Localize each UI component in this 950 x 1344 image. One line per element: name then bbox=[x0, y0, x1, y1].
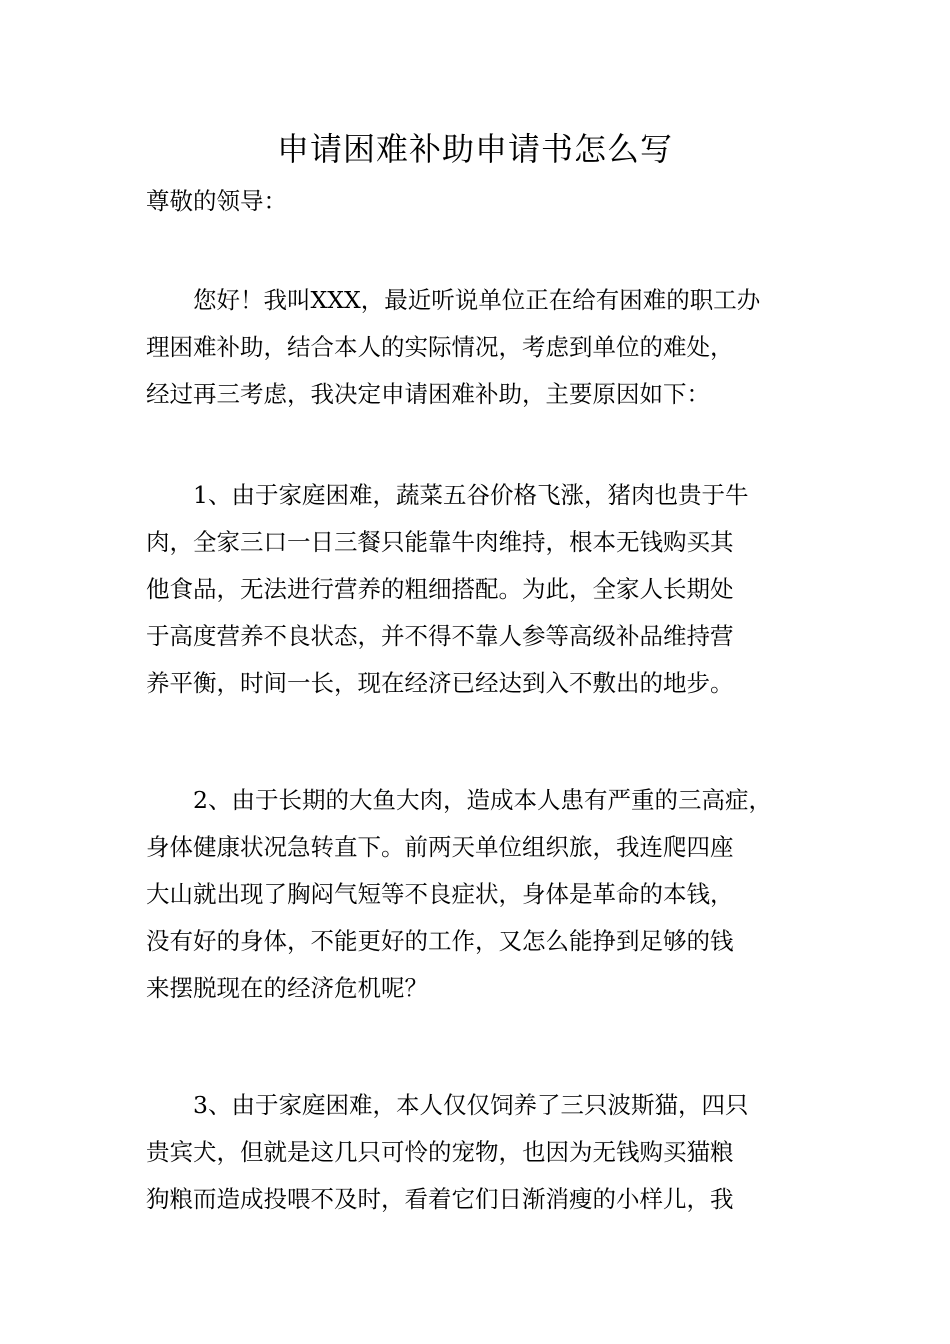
paragraph-reason-1 bbox=[146, 472, 836, 707]
paragraph-reason-2 bbox=[146, 777, 836, 1012]
text-line: 您好！我叫XXX，最近听说单位正在给有困难的职工办 bbox=[146, 286, 761, 314]
text-line: 他食品，无法进行营养的粗细搭配。为此，全家人长期处 bbox=[146, 575, 734, 603]
text-line: 2、由于长期的大鱼大肉，造成本人患有严重的三高症， bbox=[146, 786, 772, 814]
text-line: 肉，全家三口一日三餐只能靠牛肉维持，根本无钱购买其 bbox=[146, 528, 734, 556]
text-line: 来摆脱现在的经济危机呢？ bbox=[146, 974, 428, 1002]
paragraph-reason-3 bbox=[146, 1082, 836, 1223]
text-line: 1、由于家庭困难，蔬菜五谷价格飞涨，猪肉也贵于牛 bbox=[146, 481, 749, 509]
text-line: 养平衡，时间一长，现在经济已经达到入不敷出的地步。 bbox=[146, 669, 734, 697]
text-line: 于高度营养不良状态，并不得不靠人参等高级补品维持营 bbox=[146, 622, 734, 650]
text-line: 理困难补助，结合本人的实际情况，考虑到单位的难处， bbox=[146, 333, 734, 361]
text-line: 没有好的身体，不能更好的工作，又怎么能挣到足够的钱 bbox=[146, 927, 734, 955]
text-line: 狗粮而造成投喂不及时，看着它们日渐消瘦的小样儿，我 bbox=[146, 1185, 734, 1213]
text-line: 3、由于家庭困难，本人仅仅饲养了三只波斯猫，四只 bbox=[146, 1091, 749, 1119]
text-line: 贵宾犬，但就是这几只可怜的宠物，也因为无钱购买猫粮 bbox=[146, 1138, 734, 1166]
salutation: 尊敬的领导： bbox=[146, 187, 287, 215]
text-line: 经过再三考虑，我决定申请困难补助，主要原因如下： bbox=[146, 380, 710, 408]
text-line: 大山就出现了胸闷气短等不良症状，身体是革命的本钱， bbox=[146, 880, 734, 908]
paragraph-intro bbox=[146, 277, 836, 418]
text-line: 身体健康状况急转直下。前两天单位组织旅，我连爬四座 bbox=[146, 833, 734, 861]
document-title: 申请困难补助申请书怎么写 bbox=[276, 130, 673, 168]
